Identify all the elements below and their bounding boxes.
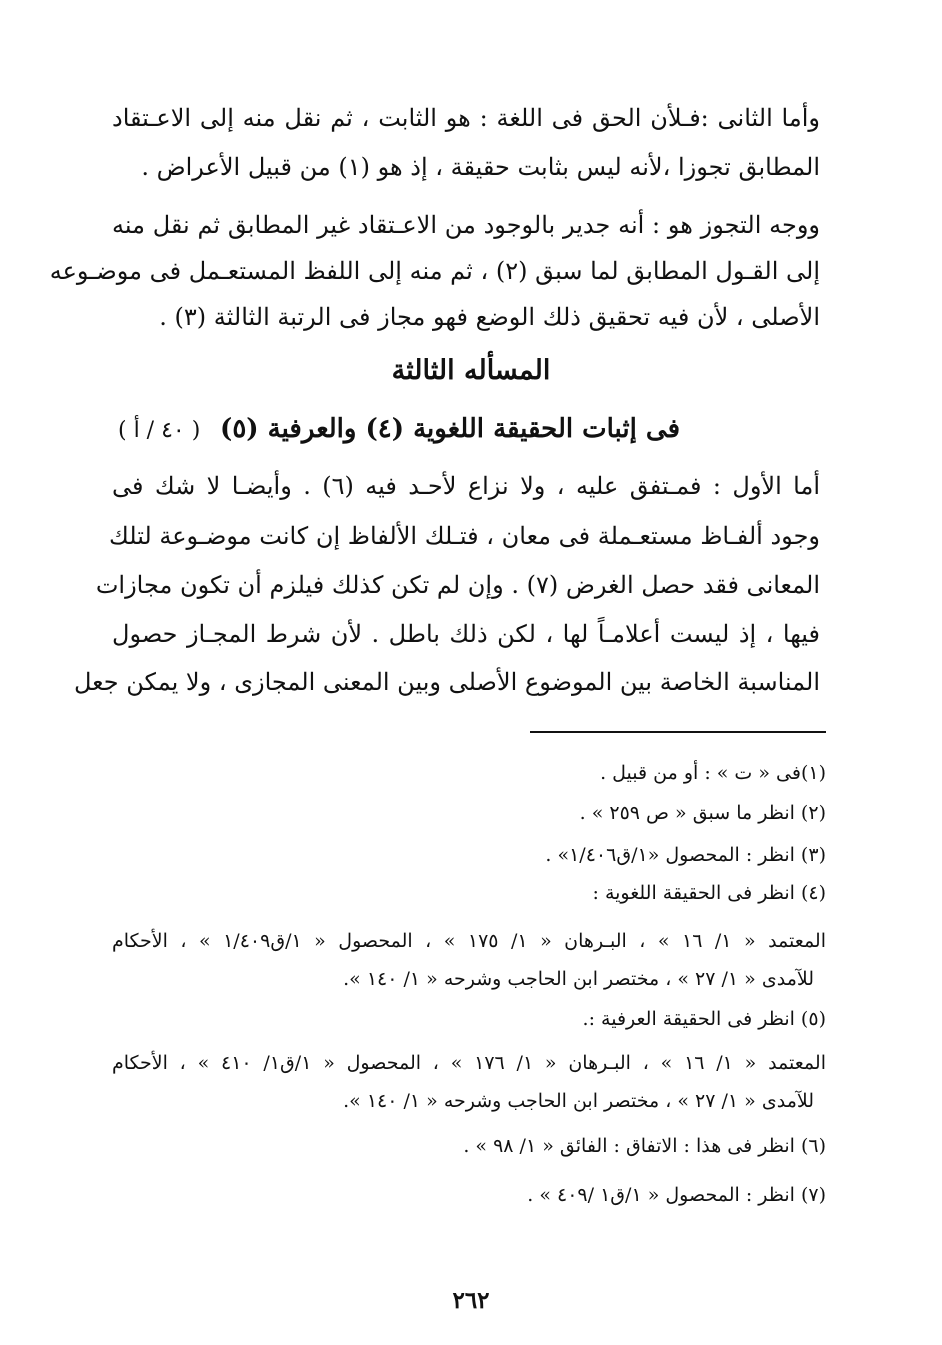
footnote-separator bbox=[530, 731, 826, 733]
footnote-5-heading: (٥) انظر فى الحقيقة العرفية :. bbox=[582, 1008, 826, 1030]
footnote-5-line-2: للآمدى « ١/ ٢٧ » ، مختصر ابن الحاجب وشرحه « ١/ ١٤٠ ». bbox=[343, 1090, 814, 1112]
paragraph-2-line-3: الأصلى ، لأن فيه تحقيق ذلك الوضع فهو مجاز فى الرتبة الثالثة (٣) . bbox=[159, 303, 820, 331]
footnote-6: (٦) انظر فى هذا : الاتفاق : الفائق « ١/ ٩٨ » . bbox=[463, 1135, 826, 1157]
manuscript-folio-ref: ( ٤٠ / أ ) bbox=[118, 418, 201, 443]
paragraph-3-line-4: فيها ، إذ ليست أعلامـاً لها ، لكن ذلك باطل . لأن شرط المجـاز حصول bbox=[112, 620, 820, 648]
page-number: ٢٦٢ bbox=[452, 1287, 490, 1314]
paragraph-1-line-1: وأما الثانى :فـلأن الحق فى اللغة : هو الثابت ، ثم نقل منه إلى الاعـتقاد bbox=[112, 104, 820, 132]
footnote-3: (٣) انظر : المحصول «١/ق١/٤٠٦» . bbox=[545, 844, 826, 866]
footnote-1: (١)فى « ت » : أو من قبيل . bbox=[600, 762, 826, 784]
footnote-4-heading: (٤) انظر فى الحقيقة اللغوية : bbox=[592, 882, 826, 904]
paragraph-3-line-2: وجود ألفـاظ مستعـملة فى معان ، فتـلك الألفاظ إن كانت موضـوعة لتلك bbox=[109, 522, 820, 550]
footnote-2: (٢) انظر ما سبق « ص ٢٥٩ » . bbox=[579, 802, 826, 824]
footnote-7: (٧) انظر : المحصول « ١/ق١ /٤٠٩ » . bbox=[527, 1184, 826, 1206]
paragraph-3-line-5: المناسبة الخاصة بين الموضوع الأصلى وبين المعنى المجازى ، ولا يمكن جعل bbox=[74, 668, 820, 696]
section-subtitle: فى إثبات الحقيقة اللغوية (٤) والعرفية (٥) bbox=[220, 414, 680, 444]
section-title: المسأله الثالثة bbox=[391, 355, 551, 386]
paragraph-2-line-1: ووجه التجوز هو : أنه جدير بالوجود من الاعـتقاد غير المطابق ثم نقل منه bbox=[112, 211, 820, 239]
paragraph-2-line-2: إلى القـول المطابق لما سبق (٢) ، ثم منه إلى اللفظ المستعـمل فى موضـوعه bbox=[49, 257, 820, 285]
footnote-4-line-2: للآمدى « ١/ ٢٧ » ، مختصر ابن الحاجب وشرحه « ١/ ١٤٠ ». bbox=[343, 968, 814, 990]
footnote-4-line-1: المعتمد « ١/ ١٦ » ، البـرهان « ١/ ١٧٥ » ، المحصول « ١/ق١/٤٠٩ » ، الأحكام bbox=[112, 930, 826, 952]
footnote-5-line-1: المعتمد « ١/ ١٦ » ، البـرهان « ١/ ١٧٦ » ، المحصول « ١/ق١/ ٤١٠ » ، الأحكام bbox=[112, 1052, 826, 1074]
paragraph-3-line-1: أما الأول : فمـتفق عليه ، ولا نزاع لأحـد فيه (٦) . وأيضـا لا شك فى bbox=[112, 472, 821, 500]
paragraph-3-line-3: المعانى فقد حصل الغرض (٧) . وإن لم تكن كذلك فيلزم أن تكون مجازات bbox=[95, 571, 820, 599]
paragraph-1-line-2: المطابق تجوزا ،لأنه ليس بثابت حقيقة ، إذ هو (١) من قبيل الأعراض . bbox=[141, 153, 820, 181]
